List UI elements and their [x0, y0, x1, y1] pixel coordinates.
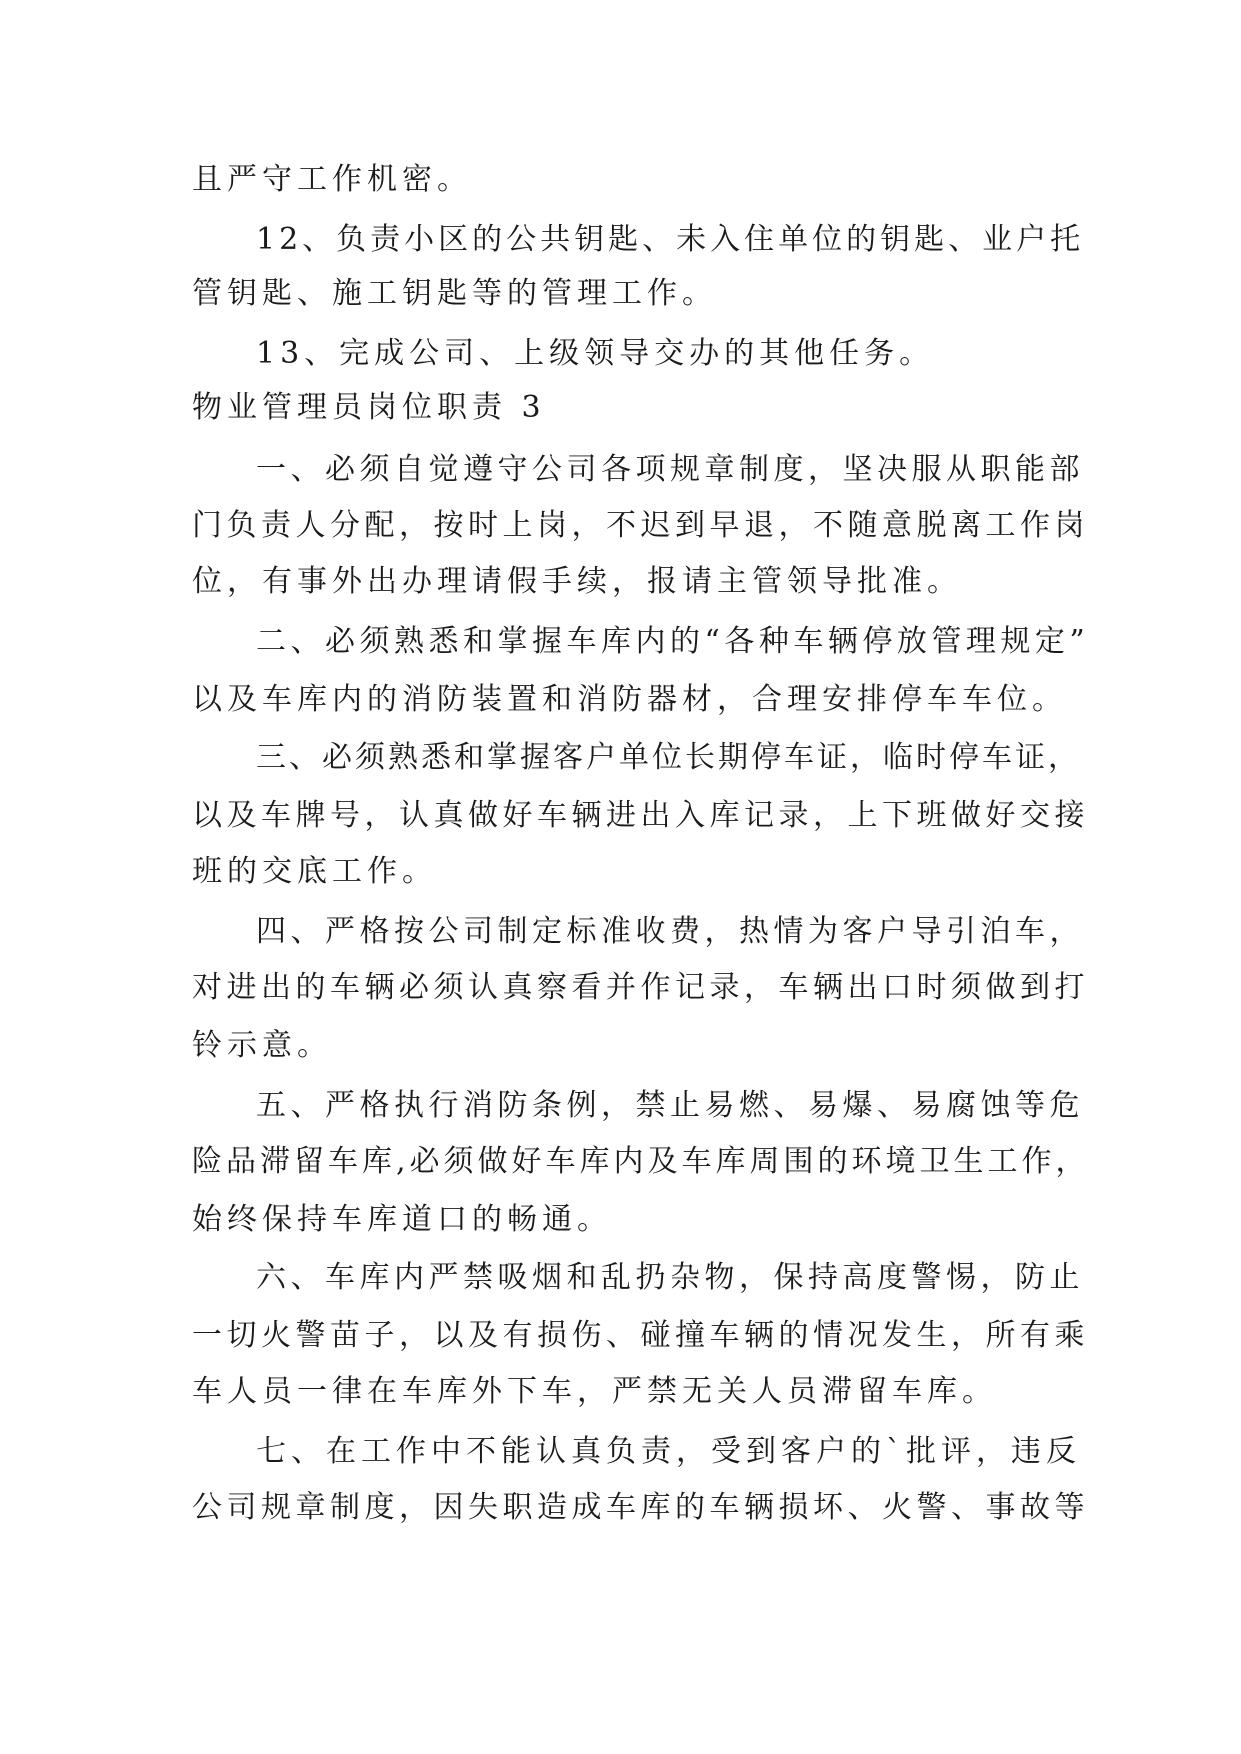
text-line: 对进出的车辆必须认真察看并作记录，车辆出口时须做到打 — [192, 970, 1089, 1005]
text-line: 三、必须熟悉和掌握客户单位长期停车证，临时停车证， — [256, 740, 1081, 775]
text-line: 班的交底工作。 — [192, 854, 437, 889]
text-line: 七、在工作中不能认真负责，受到客户的`批评，违反 — [256, 1434, 1081, 1469]
text-line: 六、车库内严禁吸烟和乱扔杂物，保持高度警惕，防止 — [256, 1260, 1084, 1295]
text-line: 且严守工作机密。 — [192, 162, 472, 197]
text-line: 管钥匙、施工钥匙等的管理工作。 — [192, 276, 717, 311]
text-line: 以及车牌号，认真做好车辆进出入库记录，上下班做好交接 — [192, 798, 1089, 833]
text-line: 铃示意。 — [192, 1028, 332, 1063]
text-line: 12、负责小区的公共钥匙、未入住单位的钥匙、业户托 — [256, 222, 1085, 257]
text-line: 一、必须自觉遵守公司各项规章制度，坚决服从职能部 — [256, 452, 1084, 487]
text-line: 门负责人分配，按时上岗，不迟到早退，不随意脱离工作岗 — [192, 508, 1089, 543]
section-heading: 物业管理员岗位职责 3 — [192, 390, 546, 425]
text-line: 13、完成公司、上级领导交办的其他任务。 — [256, 336, 935, 371]
text-line: 四、严格按公司制定标准收费，热情为客户导引泊车， — [256, 914, 1084, 949]
text-line: 车人员一律在车库外下车，严禁无关人员滞留车库。 — [192, 1374, 997, 1409]
text-line: 险品滞留车库,必须做好车库内及车库周围的环境卫生工作， — [192, 1144, 1090, 1179]
text-line: 公司规章制度，因失职造成车库的车辆损坏、火警、事故等 — [192, 1490, 1089, 1525]
text-line: 二、必须熟悉和掌握车库内的“各种车辆停放管理规定” — [256, 624, 1090, 659]
text-line: 始终保持车库道口的畅通。 — [192, 1202, 612, 1237]
text-line: 位，有事外出办理请假手续，报请主管领导批准。 — [192, 564, 962, 599]
text-line: 一切火警苗子，以及有损伤、碰撞车辆的情况发生，所有乘 — [192, 1318, 1089, 1353]
text-line: 以及车库内的消防装置和消防器材，合理安排停车车位。 — [192, 682, 1067, 717]
text-line: 五、严格执行消防条例，禁止易燃、易爆、易腐蚀等危 — [256, 1088, 1084, 1123]
